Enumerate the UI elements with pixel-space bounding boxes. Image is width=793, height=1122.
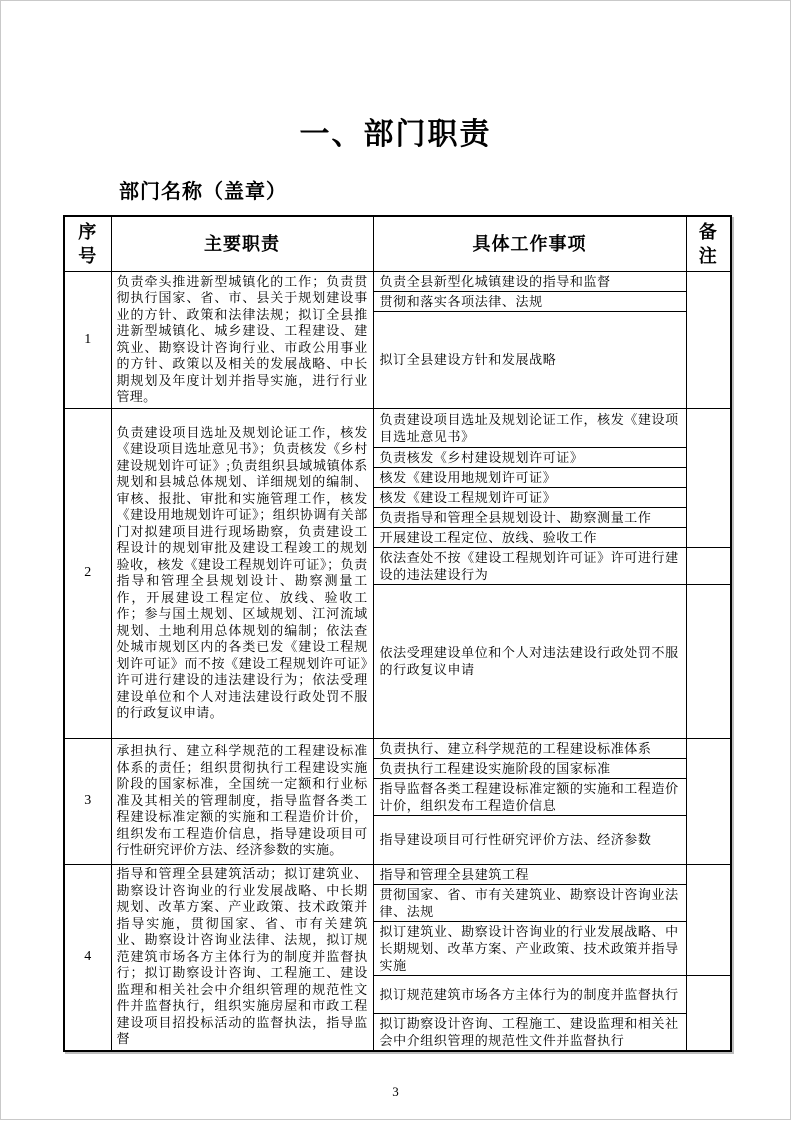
header-serial-number: 序号 <box>64 216 111 271</box>
table-row <box>64 738 731 758</box>
serial-number-cell: 1 <box>64 271 111 408</box>
serial-number-cell: 3 <box>64 738 111 864</box>
header-remarks: 备注 <box>686 216 731 271</box>
table-row <box>64 408 731 447</box>
work-item-cell: 核发《建设用地规划许可证》 <box>373 467 686 487</box>
serial-number-cell: 4 <box>64 864 111 1051</box>
work-item-cell: 负责全县新型化城镇建设的指导和监督 <box>373 271 686 291</box>
work-item-cell: 拟订规范建筑市场各方主体行为的制度并监督执行 <box>373 975 686 1013</box>
work-item-cell: 贯彻国家、省、市有关建筑业、勘察设计咨询业法律、法规 <box>373 884 686 921</box>
work-item-cell: 指导监督各类工程建设标准定额的实施和工程造价计价，组织发布工程造价信息 <box>373 778 686 815</box>
work-item-cell: 负责执行工程建设实施阶段的国家标准 <box>373 758 686 778</box>
work-item-cell: 拟订勘察设计咨询、工程施工、建设监理和相关社会中介组织管理的规范性文件并监督执行 <box>373 1013 686 1051</box>
remark-cell <box>686 408 731 547</box>
main-duty-cell: 负责牵头推进新型城镇化的工作；负责贯彻执行国家、省、市、县关于规划建设事业的方针、政策和法律法规；拟订全县推进新型城镇化、城乡建设、工程建设、建筑业、勘察设计咨询行业、市政公用事业的方针、政策以及相关的发展战略、中长期规划及年度计划并指导实施，进行行业管理。 <box>111 271 373 408</box>
main-duty-cell: 承担执行、建立科学规范的工程建设标准体系的责任；组织贯彻执行工程建设实施阶段的国家标准，全国统一定额和行业标准及其相关的管理制度，指导监督各类工程建设标准定额的实施和工程造价计价，组织发布工程造价信息，指导建设项目可行性研究评价方法、经济参数的实施。 <box>111 738 373 864</box>
remark-cell <box>686 864 731 975</box>
work-item-cell: 依法查处不按《建设工程规划许可证》许可进行建设的违法建设行为 <box>373 547 686 584</box>
work-item-cell: 负责核发《乡村建设规划许可证》 <box>373 447 686 467</box>
table-row <box>64 271 731 291</box>
work-item-cell: 负责执行、建立科学规范的工程建设标准体系 <box>373 738 686 758</box>
work-item-cell: 指导和管理全县建筑工程 <box>373 864 686 884</box>
main-duty-cell: 负责建设项目选址及规划论证工作，核发《建设项目选址意见书》；负责核发《乡村建设规划许可证》;负责组织县域城镇体系规划和县城总体规划、详细规划的编制、审核、报批、审批和实施管理工作，核发《建设用地规划许可证》；组织协调有关部门对拟建项目进行现场勘察，负责建设工程设计的规划审批及建设工程竣工的规划验收，核发《建设工程规划许可证》；负责指导和管理全县规划设计、勘察测量工作，开展建设工程定位、放线、验收工作；参与国土规划、区域规划、江河流域规划、土地利用总体规划的编制；依法查处城市规划区内的各类已发《建设工程规划许可证》而不按《建设工程规划许可证》许可进行建设的违法建设行为；依法受理建设单位和个人对违法建设行政处罚不服的行政复议申请。 <box>111 408 373 738</box>
remark-cell <box>686 584 731 738</box>
work-item-cell: 依法受理建设单位和个人对违法建设行政处罚不服的行政复议申请 <box>373 584 686 738</box>
header-main-duties: 主要职责 <box>111 216 373 271</box>
work-item-cell: 开展建设工程定位、放线、验收工作 <box>373 527 686 547</box>
work-item-cell: 负责建设项目选址及规划论证工作，核发《建设项目选址意见书》 <box>373 408 686 447</box>
duties-table <box>63 215 732 1052</box>
remark-cell <box>686 547 731 584</box>
work-item-cell: 指导建设项目可行性研究评价方法、经济参数 <box>373 815 686 864</box>
main-duty-cell: 指导和管理全县建筑活动；拟订建筑业、勘察设计咨询业的行业发展战略、中长期规划、改革方案、产业政策、技术政策并指导实施，贯彻国家、省、市有关建筑业、勘察设计咨询业法律、法规，拟订规范建筑市场各方主体行为的制度并监督执行；拟订勘察设计咨询、工程施工、建设监理和相关社会中介组织管理的规范性文件并监督执行，组织实施房屋和市政工程建设项目招投标活动的监督执法，指导监督 <box>111 864 373 1051</box>
page-number: 3 <box>392 1083 399 1099</box>
serial-number-cell: 2 <box>64 408 111 738</box>
work-item-cell: 核发《建设工程规划许可证》 <box>373 487 686 507</box>
remark-cell <box>686 975 731 1051</box>
remark-cell <box>686 738 731 864</box>
work-item-cell: 拟订全县建设方针和发展战略 <box>373 311 686 408</box>
header-work-items: 具体工作事项 <box>373 216 686 271</box>
table-header-row <box>64 216 731 271</box>
department-name-label: 部门名称（盖章） <box>119 181 287 203</box>
document-title: 一、部门职责 <box>299 118 492 151</box>
table-row <box>64 864 731 884</box>
remark-cell <box>686 271 731 408</box>
work-item-cell: 贯彻和落实各项法律、法规 <box>373 291 686 311</box>
work-item-cell: 负责指导和管理全县规划设计、勘察测量工作 <box>373 507 686 527</box>
work-item-cell: 拟订建筑业、勘察设计咨询业的行业发展战略、中长期规划、改革方案、产业政策、技术政策并指导实施 <box>373 921 686 975</box>
